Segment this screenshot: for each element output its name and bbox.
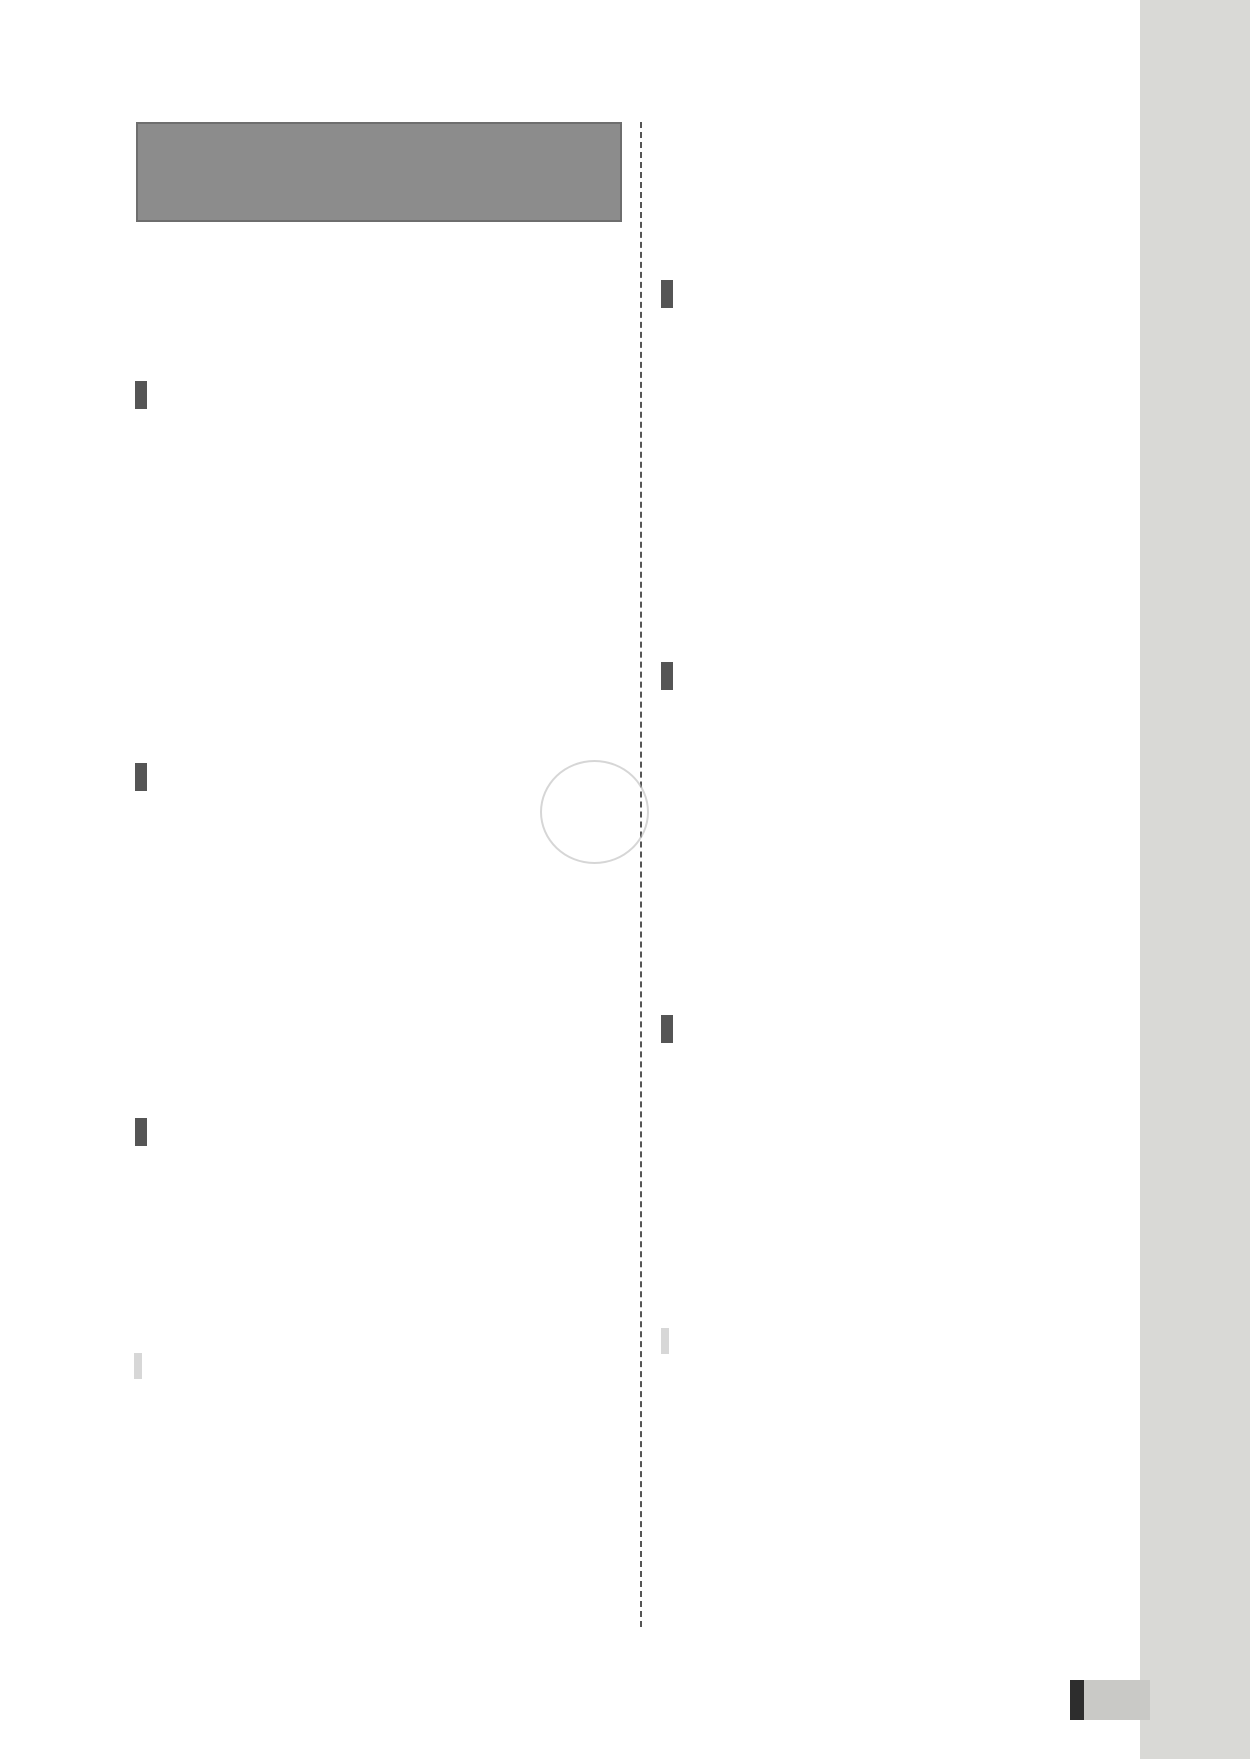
section-chapter-improve <box>661 1015 673 1043</box>
page-number-bar <box>1070 1680 1084 1720</box>
reference-essay-label <box>134 1353 142 1379</box>
section-knowledge-use <box>661 662 673 690</box>
part-banner <box>136 122 622 222</box>
page-edge <box>1140 0 1250 1759</box>
reference-essay-label <box>661 1328 669 1354</box>
section-chapter-improve <box>135 1118 147 1146</box>
stamp-circle <box>540 760 649 864</box>
section-knowledge-use <box>135 763 147 791</box>
section-basic-practice <box>135 381 147 409</box>
section-basic-practice <box>661 280 673 308</box>
column-divider <box>640 122 642 1627</box>
